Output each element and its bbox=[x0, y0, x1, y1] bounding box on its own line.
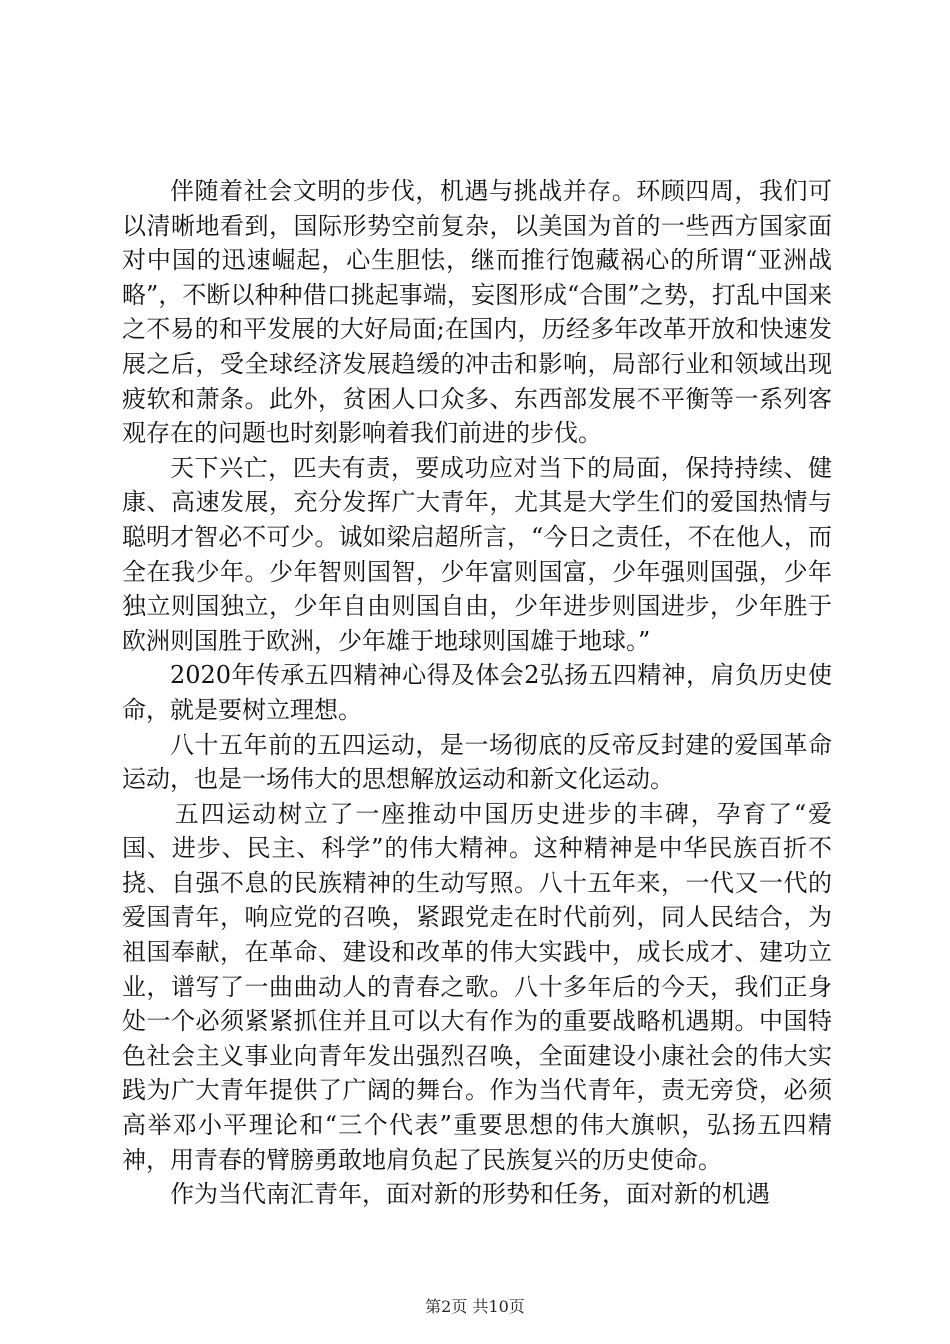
paragraph-5: 五四运动树立了一座推动中国历史进步的丰碑，孕育了“爱国、进步、民主、科学”的伟大精神。这种精神是中华民族百折不挠、自强不息的民族精神的生动写照。八十五年来，一代又一代的爱国青年，响应党的召唤，紧跟党走在时代前列，同人民结合，为祖国奉献，在革命、建设和改革的伟大实践中，成长成才、建功立业，谱写了一曲曲动人的青春之歌。八十多年后的今天，我们正身处一个必须紧紧抓住并且可以大有作为的重要战略机遇期。中国特色社会主义事业向青年发出强烈召唤，全面建设小康社会的伟大实践为广大青年提供了广阔的舞台。作为当代青年，责无旁贷，必须高举邓小平理论和“三个代表”重要思想的伟大旗帜，弘扬五四精神，用青春的臂膀勇敢地肩负起了民族复兴的历史使命。 bbox=[122, 799, 832, 1174]
paragraph-1: 伴随着社会文明的步伐，机遇与挑战并存。环顾四周，我们可以清晰地看到，国际形势空前复杂，以美国为首的一些西方国家面对中国的迅速崛起，心生胆怯，继而推行饱藏祸心的所谓“亚洲战略”，不断以种种借口挑起事端，妄图形成“合围”之势，打乱中国来之不易的和平发展的大好局面;在国内，历经多年改革开放和快速发展之后，受全球经济发展趋缓的冲击和影响，局部行业和领域出现疲软和萧条。此外，贫困人口众多、东西部发展不平衡等一系列客观存在的问题也时刻影响着我们前进的步伐。 bbox=[122, 177, 832, 448]
document-body bbox=[122, 174, 832, 1212]
page-number-footer: 第2页 共10页 bbox=[425, 1297, 525, 1316]
paragraph-6: 作为当代南汇青年，面对新的形势和任务，面对新的机遇 bbox=[170, 1180, 770, 1209]
paragraph-4: 八十五年前的五四运动，是一场彻底的反帝反封建的爱国革命运动，也是一场伟大的思想解放运动和新文化运动。 bbox=[122, 730, 832, 794]
paragraph-3: 2020年传承五四精神心得及体会2弘扬五四精神，肩负历史使命，就是要树立理想。 bbox=[122, 661, 832, 724]
paragraph-2: 天下兴亡，匹夫有责，要成功应对当下的局面，保持持续、健康、高速发展，充分发挥广大青年，尤其是大学生们的爱国热情与聪明才智必不可少。诚如梁启超所言，“今日之责任，不在他人，而全在我少年。少年智则国智，少年富则国富，少年强则国强，少年独立则国独立，少年自由则国自由，少年进步则国进步，少年胜于欧洲则国胜于欧洲，少年雄于地球则国雄于地球。” bbox=[122, 453, 832, 655]
